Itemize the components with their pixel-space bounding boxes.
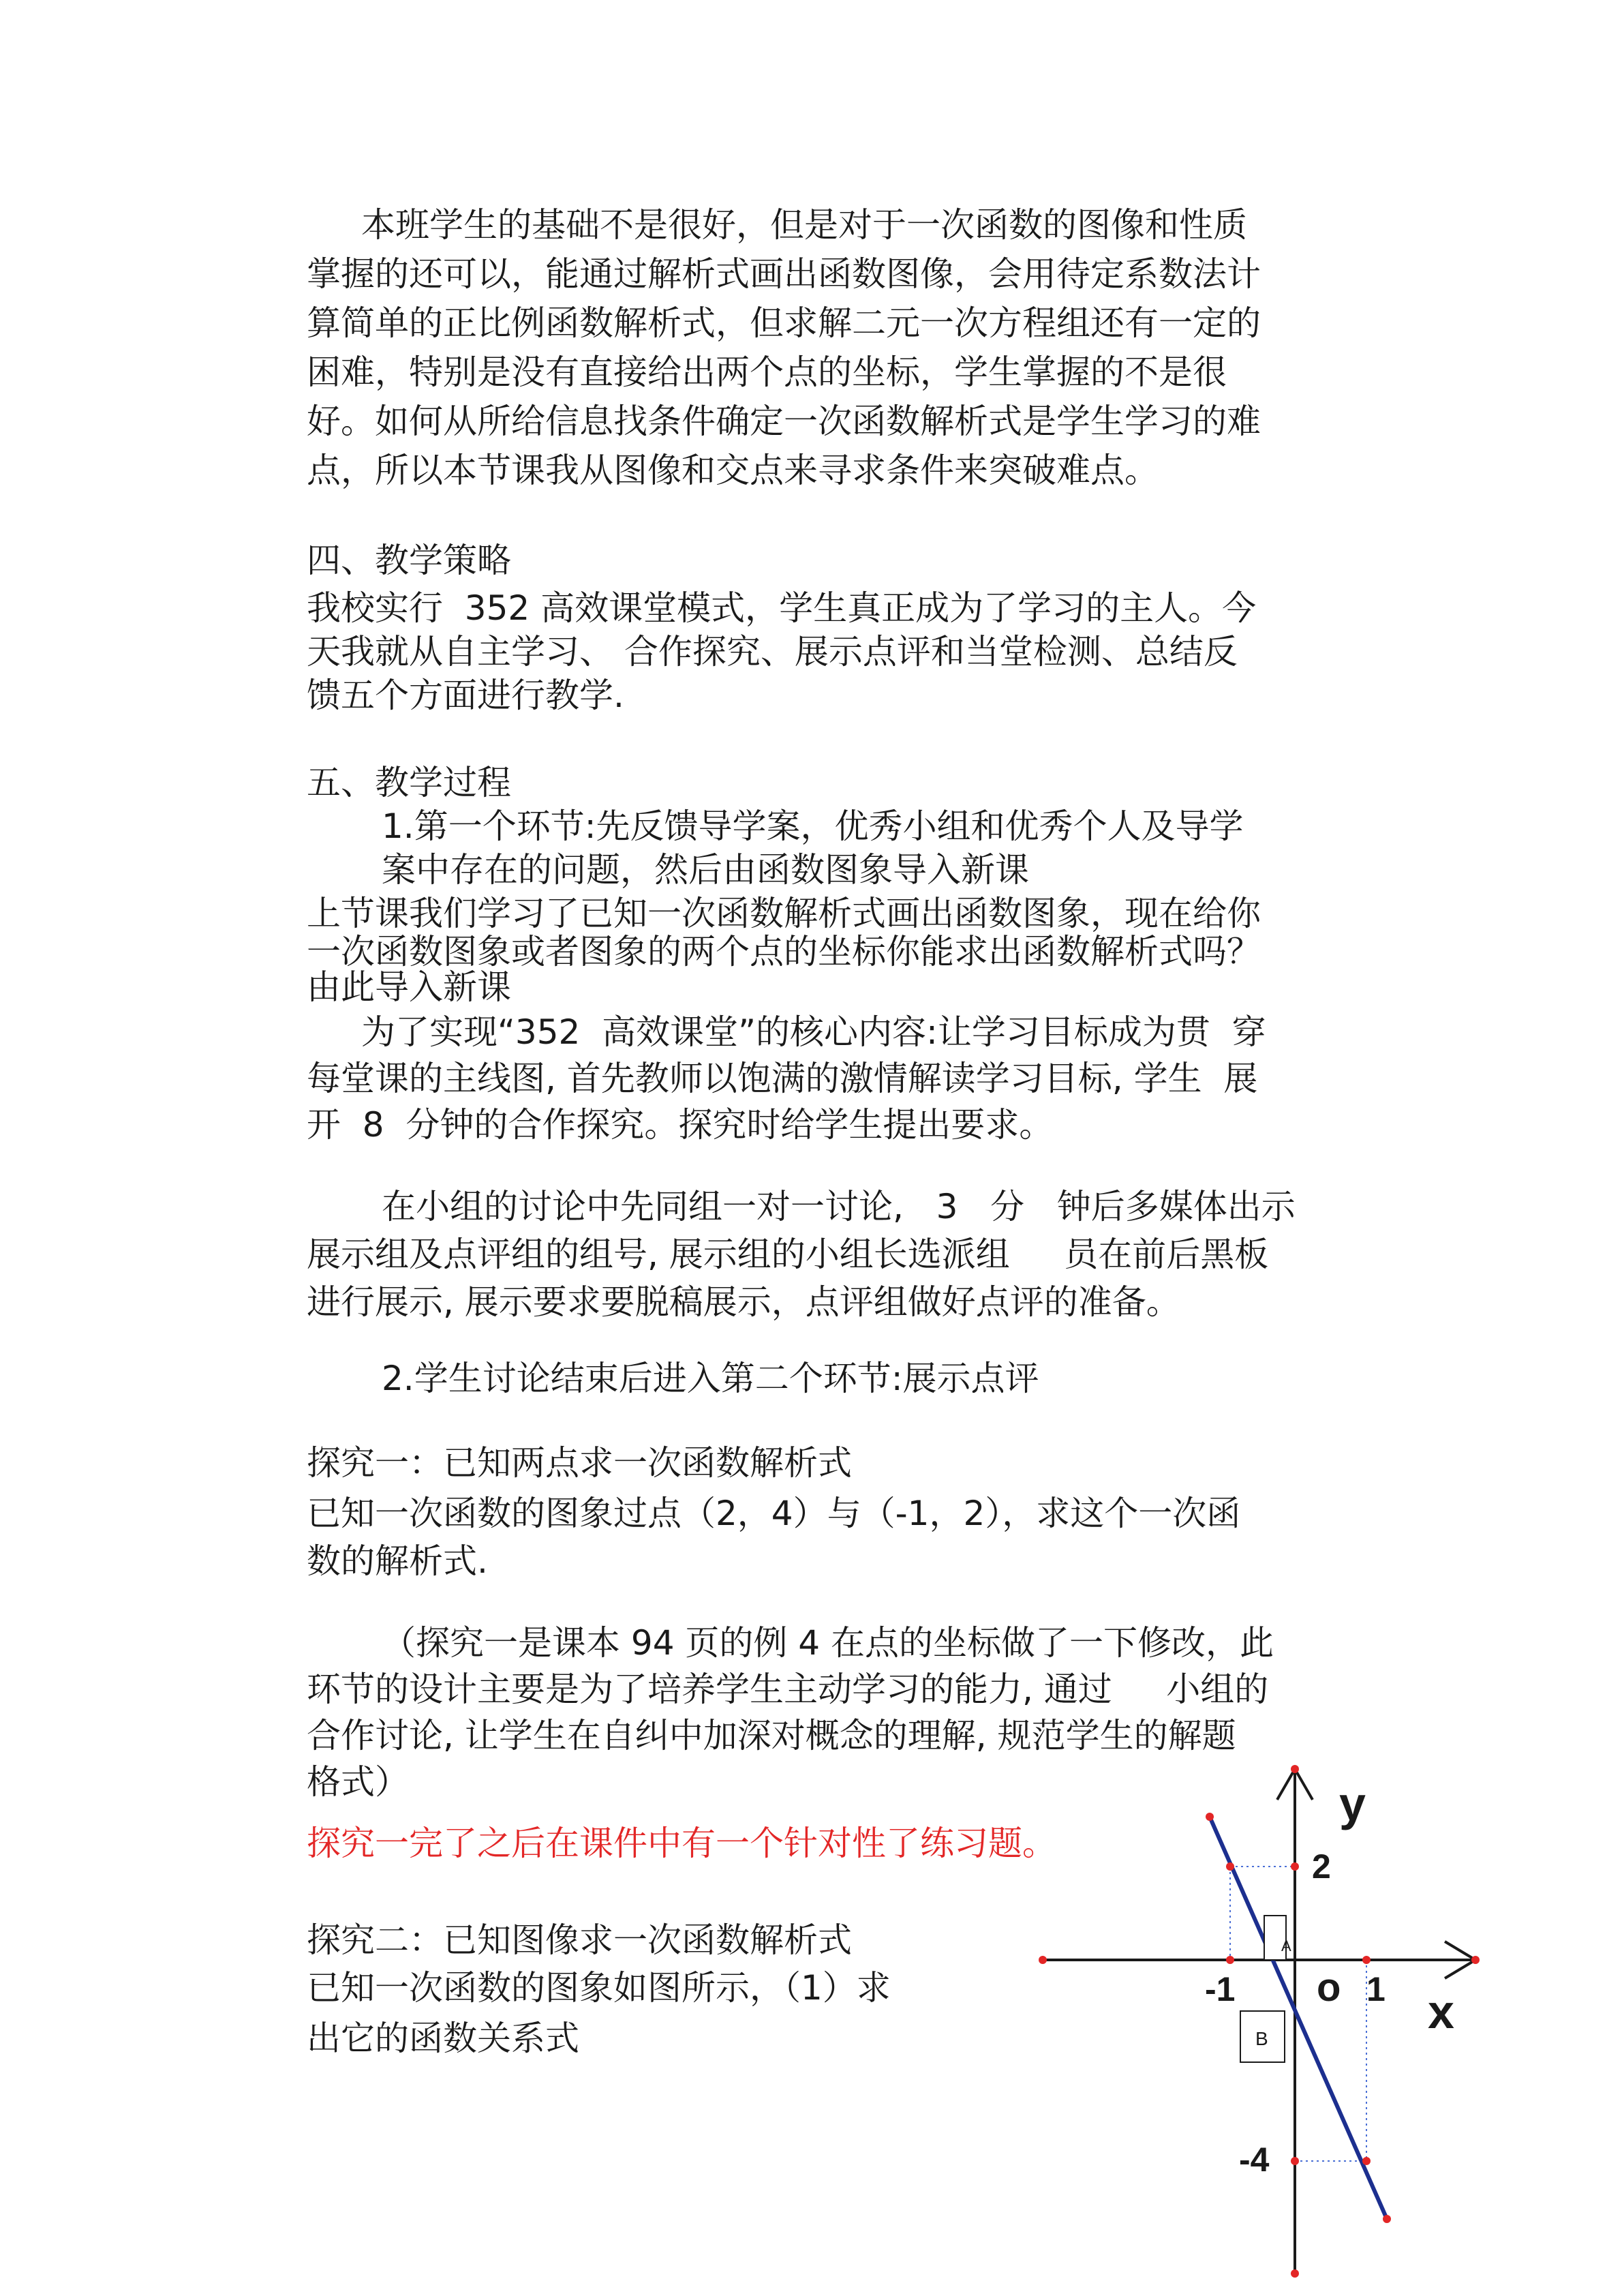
text-line: 困难，特别是没有直接给出两个点的坐标，学生掌握的不是很 xyxy=(307,352,1227,392)
text-line: 点，所以本节课我从图像和交点来寻求条件来突破难点。 xyxy=(307,451,1159,490)
explore-title: 探究二：已知图像求一次函数解析式 xyxy=(307,1920,852,1960)
red-note: 探究一完了之后在课件中有一个针对性了练习题。 xyxy=(307,1824,1056,1863)
text-line: 好。如何从所给信息找条件确定一次函数解析式是学生学习的难 xyxy=(307,402,1261,441)
text-line: 由此导入新课 xyxy=(307,967,511,1007)
text-line: 1.第一个环节:先反馈导学案，优秀小组和优秀个人及导学 xyxy=(382,806,1244,846)
x-axis-label: x xyxy=(1428,1985,1454,2038)
text-line: 已知一次函数的图象过点（2，4）与（-1，2），求这个一次函 xyxy=(307,1494,1241,1533)
text-line: 开 8 分钟的合作探究。探究时给学生提出要求。 xyxy=(307,1105,1054,1145)
point xyxy=(1362,2157,1371,2165)
point xyxy=(1471,1956,1480,1964)
point xyxy=(1039,1956,1047,1964)
text-line: 进行展示, 展示要求要脱稿展示，点评组做好点评的准备。 xyxy=(307,1282,1180,1322)
point xyxy=(1226,1862,1234,1871)
text-line: 案中存在的问题，然后由函数图象导入新课 xyxy=(382,850,1029,890)
tick-label-x-negative: -1 xyxy=(1205,1970,1236,2008)
text-line: 2.学生讨论结束后进入第二个环节:展示点评 xyxy=(382,1359,1039,1398)
text-line: （探究一是课本 94 页的例 4 在点的坐标做了一下修改，此 xyxy=(382,1623,1274,1663)
tick-label-y-negative: -4 xyxy=(1239,2141,1270,2179)
text-line: 馈五个方面进行教学. xyxy=(307,676,624,715)
text-line: 算简单的正比例函数解析式，但求解二元一次方程组还有一定的 xyxy=(307,303,1261,343)
box-a-label: A xyxy=(1281,1937,1291,1954)
text-line: 掌握的还可以，能通过解析式画出函数图像，会用待定系数法计 xyxy=(307,254,1261,294)
text-line: 每堂课的主线图, 首先教师以饱满的激情解读学习目标, 学生 展 xyxy=(307,1059,1258,1098)
text-line: 环节的设计主要是为了培养学生主动学习的能力, 通过 小组的 xyxy=(307,1670,1269,1709)
function-graph xyxy=(1022,1745,1499,2284)
text-line: 上节课我们学习了已知一次函数解析式画出函数图象，现在给你 xyxy=(307,894,1261,933)
point xyxy=(1291,1765,1299,1773)
text-line: 天我就从自主学习、 合作探究、展示点评和当堂检测、总结反 xyxy=(307,632,1238,671)
point xyxy=(1383,2215,1391,2223)
point xyxy=(1291,1862,1299,1871)
origin-label: o xyxy=(1317,1965,1341,2010)
text-line: 一次函数图象或者图象的两个点的坐标你能求出函数解析式吗？ xyxy=(307,932,1261,971)
text-line: 合作讨论, 让学生在自纠中加深对概念的理解, 规范学生的解题 xyxy=(307,1716,1236,1755)
text-line: 展示组及点评组的组号, 展示组的小组长选派组 员在前后黑板 xyxy=(307,1235,1269,1274)
text-line: 本班学生的基础不是很好，但是对于一次函数的图像和性质 xyxy=(361,205,1247,245)
y-axis-label: y xyxy=(1339,1777,1366,1830)
text-line: 出它的函数关系式 xyxy=(307,2019,579,2058)
tick-label-x-positive: 1 xyxy=(1366,1970,1386,2008)
point xyxy=(1226,1956,1234,1964)
text-line: 为了实现“352 高效课堂”的核心内容:让学习目标成为贯 穿 xyxy=(361,1012,1266,1052)
box-b-label: B xyxy=(1255,2028,1268,2049)
text-line: 已知一次函数的图象如图所示，（1）求 xyxy=(307,1968,891,2008)
text-line: 数的解析式. xyxy=(307,1541,488,1581)
point xyxy=(1291,2157,1299,2165)
text-line: 格式） xyxy=(307,1762,409,1802)
point xyxy=(1291,2269,1299,2278)
section-heading: 五、教学过程 xyxy=(307,763,511,802)
point xyxy=(1362,1956,1371,1964)
tick-label-y-positive: 2 xyxy=(1312,1847,1331,1886)
text-line: 我校实行 352 高效课堂模式，学生真正成为了学习的主人。今 xyxy=(307,588,1257,628)
function-line xyxy=(1210,1817,1387,2219)
section-heading: 四、教学策略 xyxy=(307,541,511,580)
explore-title: 探究一：已知两点求一次函数解析式 xyxy=(307,1443,852,1483)
text-line: 在小组的讨论中先同组一对一讨论, 3 分 钟后多媒体出示 xyxy=(382,1187,1296,1226)
point xyxy=(1206,1813,1214,1821)
